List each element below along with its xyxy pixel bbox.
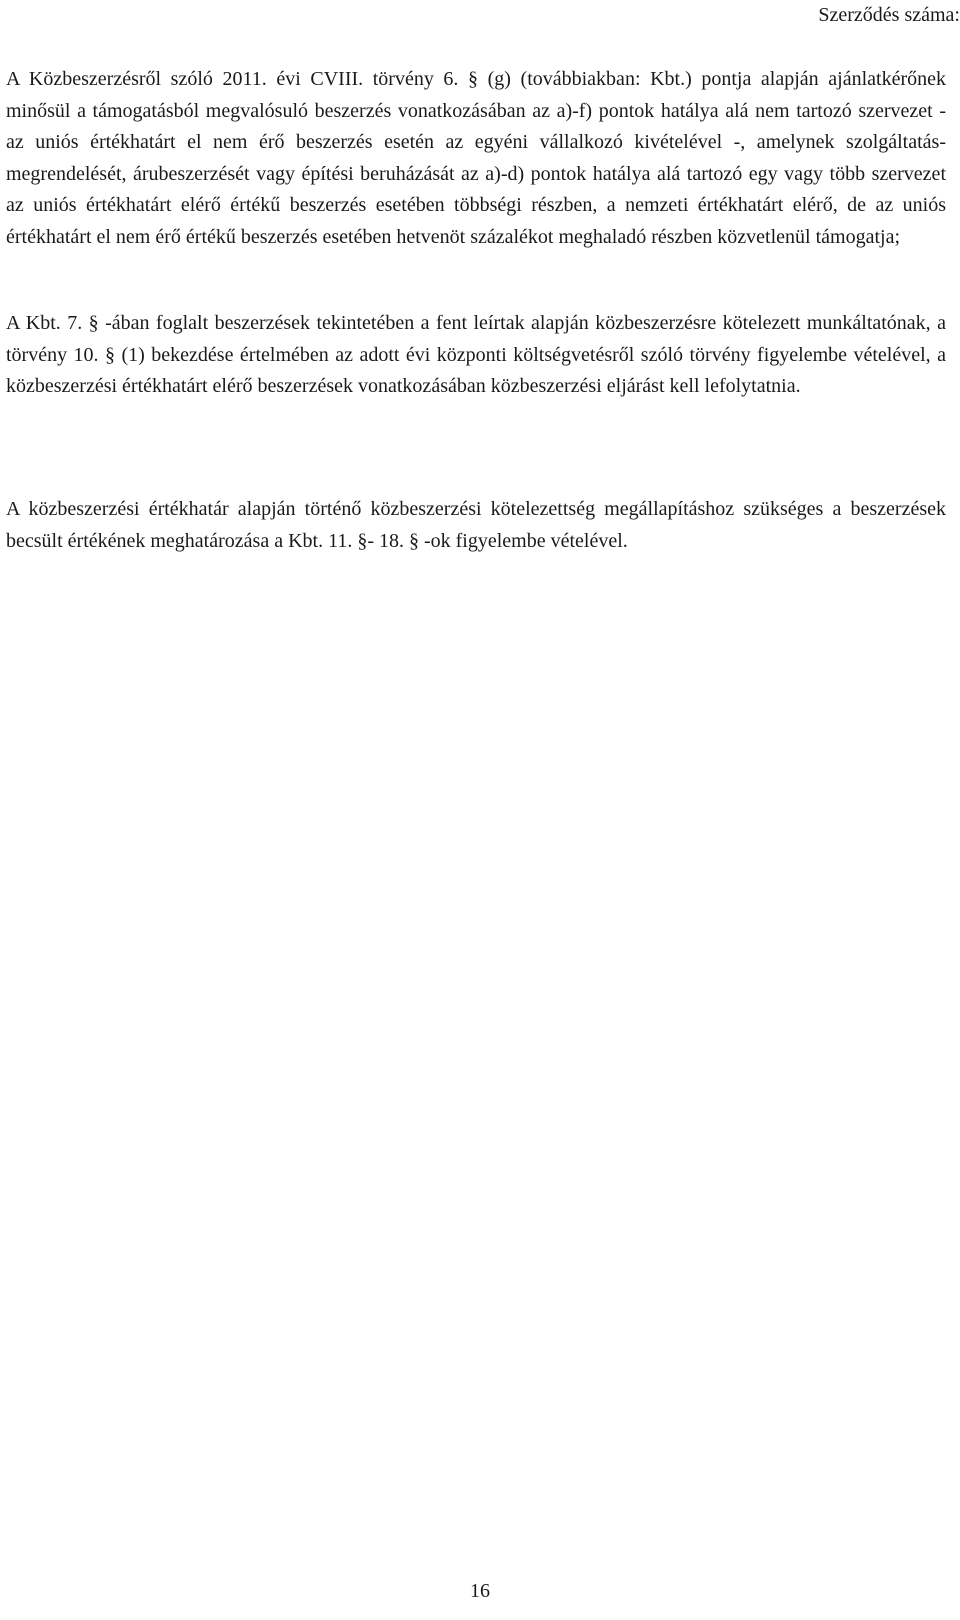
paragraph-estimated-value: A közbeszerzési értékhatár alapján történő közbeszerzési kötelezettség megállapításhoz szükséges a beszerzések becsült értékének meghatározása a Kbt. 11. §- 18. § -ok figyelembe vételével. — [6, 498, 946, 552]
paragraph-contracting-authority-definition: A Közbeszerzésről szóló 2011. évi CVIII. törvény 6. § (g) (továbbiakban: Kbt.) pontja alapján ajánlatkérőnek minősül a támogatásból megvalósuló beszerzés vonatkozásában az a)-f) pontok hatálya alá nem tartozó szervezet - az uniós értékhatárt el nem érő beszerzés esetén az egyéni vállalkozó kivételével -, amelynek szolgáltatás-megrendelését, árubeszerzését vagy építési beruházását az a)-d) pontok hatálya alá tartozó egy vagy több szervezet az uniós értékhatárt elérő értékű beszerzés esetében többségi részben, a nemzeti értékhatárt elérő, de az uniós értékhatárt el nem érő értékű beszerzés esetében hetvenöt százalékot meghaladó részben közvetlenül támogatja; — [6, 68, 946, 248]
page-number: 16 — [470, 1580, 490, 1602]
paragraph-procurement-obligation: A Kbt. 7. § -ában foglalt beszerzések tekintetében a fent leírtak alapján közbeszerzésre kötelezett munkáltatónak, a törvény 10. § (1) bekezdése értelmében az adott évi központi költségvetésről szóló törvény figyelembe vételével, a közbeszerzési értékhatárt elérő beszerzések vonatkozásában közbeszerzési eljárást kell lefolytatnia. — [6, 312, 946, 397]
contract-number-label: Szerződés száma: — [818, 4, 960, 26]
